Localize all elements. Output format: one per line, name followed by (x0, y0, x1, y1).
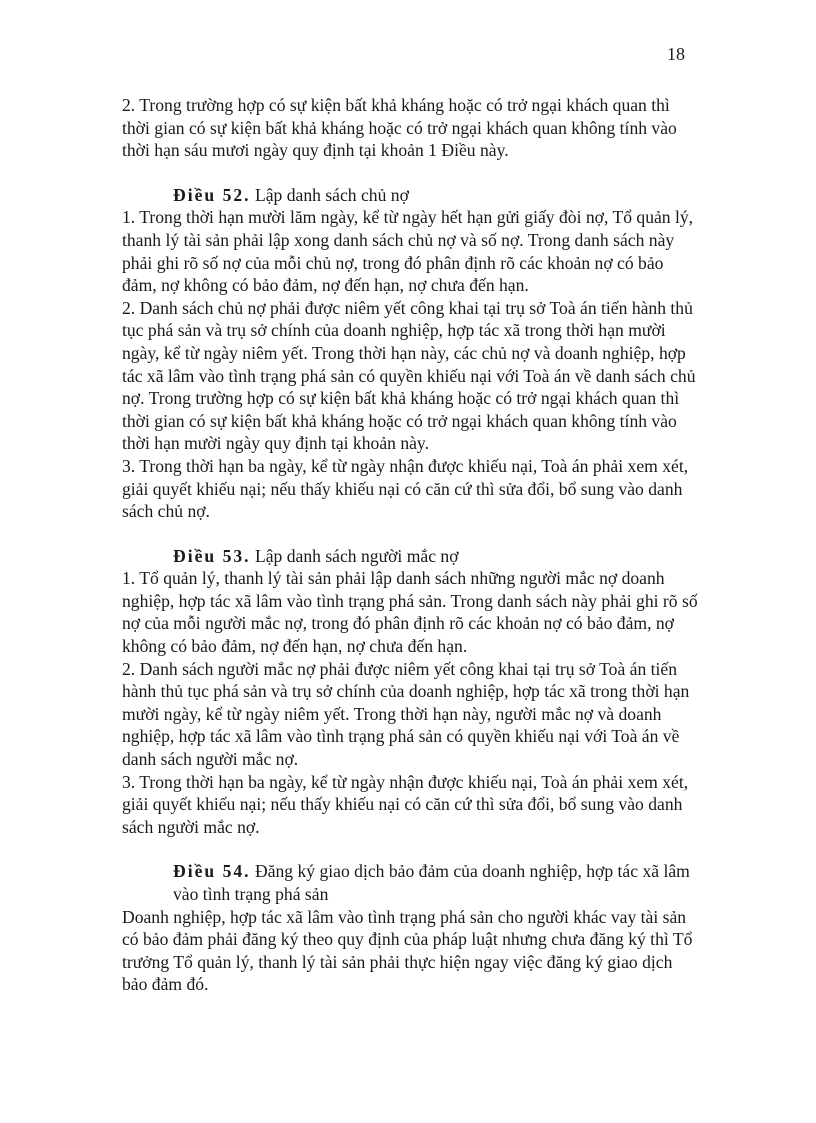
article-label: Điều 54. (173, 861, 251, 882)
article-52 (122, 184, 702, 523)
paragraph: 1. Trong thời hạn mười lăm ngày, kể từ ngày hết hạn gửi giấy đòi nợ, Tổ quản lý, thanh lý tài sản phải lập xong danh sách chủ nợ và số nợ. Trong danh sách này phải ghi rõ số nợ của mỗi chủ nợ, trong đó phân định rõ các khoản nợ có bảo đảm, nợ không có bảo đảm, nợ đến hạn, nợ chưa đến hạn. (122, 207, 694, 296)
paragraph: 2. Danh sách chủ nợ phải được niêm yết công khai tại trụ sở Toà án tiến hành thủ tục phá sản và trụ sở chính của doanh nghiệp, hợp tác xã trong thời hạn mười ngày, kể từ ngày niêm yết. Trong thời hạn này, các chủ nợ và doanh nghiệp, hợp tác xã lâm vào tình trạng phá sản có quyền khiếu nại với Toà án về danh sách chủ nợ. Trong trường hợp có sự kiện bất khả kháng hoặc có trở ngại khách quan thì thời gian có sự kiện bất khả kháng hoặc có trở ngại khách quan không tính vào thời hạn mười ngày quy định tại khoản này. (122, 297, 696, 454)
paragraph: 2. Trong trường hợp có sự kiện bất khả kháng hoặc có trở ngại khách quan thì thời gian có sự kiện bất khả kháng hoặc có trở ngại khách quan không tính vào thời hạn sáu mươi ngày quy định tại khoản 1 Điều này. (122, 95, 677, 161)
article-label: Điều 53. (173, 545, 251, 566)
paragraph: 2. Danh sách người mắc nợ phải được niêm yết công khai tại trụ sở Toà án tiến hành thủ tục phá sản và trụ sở chính của doanh nghiệp, hợp tác xã trong thời hạn mười ngày, kể từ ngày niêm yết. Trong thời hạn này, người mắc nợ và doanh nghiệp, hợp tác xã lâm vào tình trạng phá sản có quyền khiếu nại với Toà án về danh sách người mắc nợ. (122, 658, 690, 770)
paragraph: 3. Trong thời hạn ba ngày, kể từ ngày nhận được khiếu nại, Toà án phải xem xét, giải quyết khiếu nại; nếu thấy khiếu nại có căn cứ thì sửa đổi, bổ sung vào danh sách người mắc nợ. (122, 771, 689, 837)
article-53 (122, 545, 702, 839)
article-heading (122, 184, 702, 207)
article-label: Điều 52. (173, 184, 251, 205)
paragraph: Doanh nghiệp, hợp tác xã lâm vào tình trạng phá sản cho người khác vay tài sản có bảo đảm phải đăng ký theo quy định của pháp luật nhưng chưa đăng ký thì Tổ trưởng Tổ quản lý, thanh lý tài sản phải thực hiện ngay việc đăng ký giao dịch bảo đảm đó. (122, 906, 693, 995)
intro-section (122, 94, 702, 162)
article-heading (122, 545, 702, 568)
paragraph: 3. Trong thời hạn ba ngày, kể từ ngày nhận được khiếu nại, Toà án phải xem xét, giải quyết khiếu nại; nếu thấy khiếu nại có căn cứ thì sửa đổi, bổ sung vào danh sách chủ nợ. (122, 455, 689, 522)
article-title: Lập danh sách người mắc nợ (254, 545, 459, 566)
page-number: 18 (667, 44, 685, 64)
article-heading (122, 860, 702, 905)
article-title: Lập danh sách chủ nợ (254, 184, 409, 205)
article-54 (122, 860, 702, 996)
document-body (122, 94, 702, 996)
paragraph: 1. Tổ quản lý, thanh lý tài sản phải lập danh sách những người mắc nợ doanh nghiệp, hợp tác xã lâm vào tình trạng phá sản. Trong danh sách này phải ghi rõ số nợ của mỗi người mắc nợ, trong đó phân định rõ các khoản nợ có bảo đảm, nợ không có bảo đảm, nợ đến hạn, nợ chưa đến hạn. (122, 568, 698, 657)
article-title: Đăng ký giao dịch bảo đảm của doanh nghiệp, hợp tác xã lâm vào tình trạng phá sản (173, 861, 690, 904)
